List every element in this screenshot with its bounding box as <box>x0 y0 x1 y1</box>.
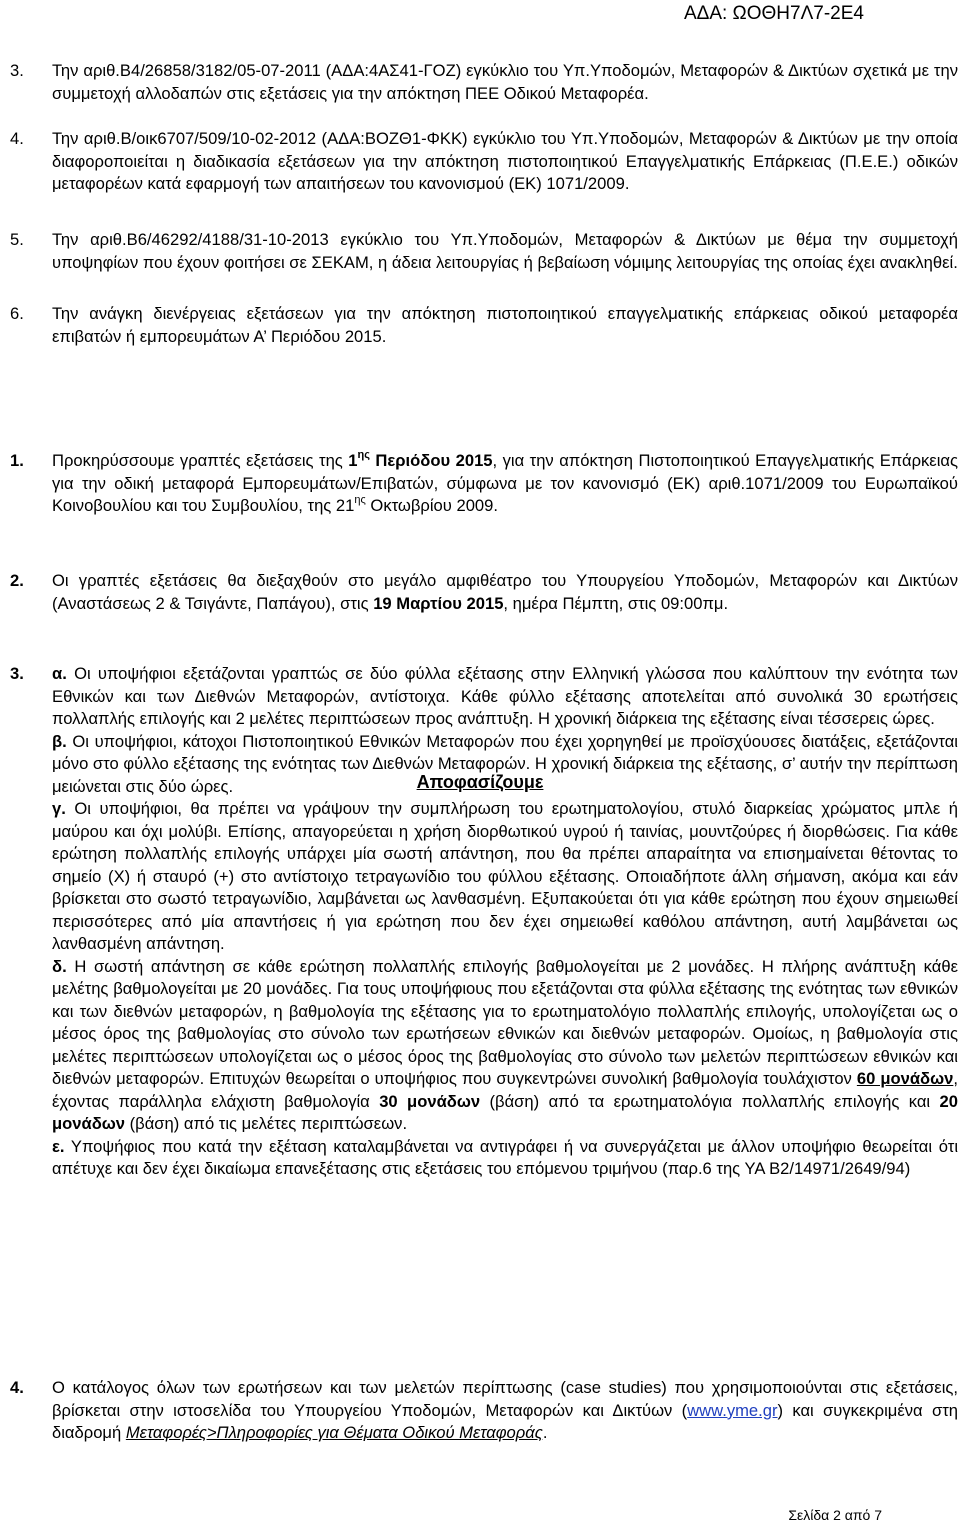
consideration-6 <box>10 303 958 348</box>
item-text: Προκηρύσσουμε γραπτές εξετάσεις της $1^{\eta\varsigma}$ Περιόδου 2015, για την απόκτηση Πιστοποιητικού Επαγγελματικής Επάρκειας για την οδική μεταφορά Εμπορευμάτων/Επιβατών, σύμφωνα με τον κανονισμό (ΕΚ) αριθ.1071/2009 του Ευρωπαϊκού Κοινοβουλίου και του Συμβουλίου, της $21^{\eta\varsigma}$ Οκτωβρίου 2009. <box>52 449 958 515</box>
subitem-a: α. Οι υποψήφιοι εξετάζονται γραπτώς σε δύο φύλλα εξέτασης στην Ελληνική γλώσσα που καλύπτουν την ενότητα των Εθνικών και των Διεθνών Μεταφορών, αντίστοιχα. Κάθε φύλλο εξέτασης αποτελείται από συνολικά 30 ερωτήσεις πολλαπλής επιλογής και 2 μελέτες περιπτώσεων προς ανάπτυξη. Η χρονική διάρκεια της εξέτασης είναι τέσσερεις ώρες. <box>52 664 958 728</box>
subitem-e: ε. Υποψήφιος που κατά την εξέταση καταλαμβάνεται να αντιγράφει ή να συνεργάζεται με άλλον υποψήφιο θεωρείται ότι απέτυχε και δεν έχει δικαίωμα επανεξέτασης στις εξετάσεις του επόμενου τριμήνου (παρ.6 της ΥΑ Β2/14971/2649/94) <box>52 1136 959 1178</box>
item-number: 1. <box>10 451 24 470</box>
item-text: Οι γραπτές εξετάσεις θα διεξαχθούν στο μεγάλο αμφιθέατρο του Υπουργείου Υποδομών, Μεταφορών και Δικτύων (Αναστάσεως 2 & Τσιγάντε, Παπάγου), στις 19 Μαρτίου 2015, ημέρα Πέμπτη, στις 09:00πμ. <box>52 571 958 613</box>
item-number: 4. <box>10 1378 24 1397</box>
item-number: 3. <box>10 664 24 683</box>
consideration-5 <box>10 229 958 274</box>
decision-item-1 <box>10 450 958 518</box>
subitem-b: β. Οι υποψήφιοι, κάτοχοι Πιστοποιητικού Εθνικών Μεταφορών που έχει χορηγηθεί με προϊσχύουσες διατάξεις, εξετάζονται μόνο στο φύλλο εξέτασης της ενότητας των Διεθνών Μεταφορών. Η χρονική διάρκεια της εξέτασης, σ’ αυτήν την περίπτωση μειώνεται στις δύο ώρες. <box>52 731 958 796</box>
item-number: 5. <box>10 230 24 249</box>
decision-item-3 <box>10 663 958 1181</box>
item-text: Ο κατάλογος όλων των ερωτήσεων και των μελετών περίπτωσης (case studies) που χρησιμοποιούνται στις εξετάσεις, βρίσκεται στην ιστοσελίδα του Υπουργείου Υποδομών, Μεταφορών και Δικτύων (www.yme.gr) και συγκεκριμένα στη διαδρομή Μεταφορές>Πληροφορίες για Θέματα Οδικού Μεταφοράς. <box>52 1378 958 1442</box>
decision-item-4 <box>10 1377 958 1445</box>
subitem-c: γ. Οι υποψήφιοι, θα πρέπει να γράψουν την συμπλήρωση του ερωτηματολογίου, στυλό διαρκείας χρώματος μπλε ή μαύρου και όχι μολύβι. Επίσης, απαγορεύεται η χρήση διορθωτικού υγρού ή ταινίας, μουντζούρες ή διορθώσεις. Για κάθε ερώτηση πολλαπλής επιλογής υπάρχει μία σωστή απάντηση, που θα πρέπει απαραίτητα να επισημαίνεται θέτοντας το σημείο (Χ) ή σταυρό (+) στο αντίστοιχο τετραγωνίδιο του φύλλου εξέτασης. Οποιαδήποτε άλλη σήμανση, ακόμα και εάν βρίσκεται στο σωστό τετραγωνίδιο, λαμβάνεται ως λανθασμένη. Εξυπακούεται ότι για κάθε ερώτηση που έχουν σημειωθεί περισσότερες από μία απαντήσεις ή για ερώτηση που δεν έχει σημειωθεί καθόλου απάντηση, αυτή λαμβάνεται ως λανθασμένη απάντηση. <box>52 799 958 953</box>
consideration-text: Την αριθ.Β4/26858/3182/05-07-2011 (ΑΔΑ:4ΑΣ41-ΓΟΖ) εγκύκλιο του Υπ.Υποδομών, Μεταφορών & Δικτύων σχετικά με την συμμετοχή αλλοδαπών στις εξετάσεις για την απόκτηση ΠΕΕ Οδικού Μεταφορέα. <box>52 61 958 103</box>
consideration-text: Την αριθ.Β/οικ6707/509/10-02-2012 (ΑΔΑ:ΒΟΖΘ1-ΦΚΚ) εγκύκλιο του Υπ.Υποδομών, Μεταφορών & Δικτύων με την οποία διαφοροποιείται η διαδικασία εξετάσεων για την απόκτηση πιστοποιητικού Επαγγελματικής Επάρκειας (Π.Ε.Ε.) οδικών μεταφορέων κατά εφαρμογή των απαιτήσεων του κανονισμού (ΕΚ) 1071/2009. <box>52 129 958 193</box>
consideration-text: Την ανάγκη διενέργειας εξετάσεων για την απόκτηση πιστοποιητικού επαγγελματικής επάρκειας οδικού μεταφορέα επιβατών ή εμπορευμάτων Α’ Περιόδου 2015. <box>52 304 958 346</box>
subitem-d: δ. Η σωστή απάντηση σε κάθε ερώτηση πολλαπλής επιλογής βαθμολογείται με 2 μονάδες. Η πλήρης ανάπτυξη κάθε μελέτης βαθμολογείται με 20 μονάδες. Για τους υποψήφιους που εξετάζονται στα φύλλα εξέτασης της ενότητας των εθνικών και των διεθνών μεταφορών, η βαθμολογία της εξέτασης για το ερωτηματολόγιο πολλαπλής επιλογής, υπολογίζεται ως ο μέσος όρος της βαθμολογίας στο σύνολο των ερωτήσεων εθνικών και διεθνών μεταφορών. Ομοίως, η βαθμολογία στις μελέτες περιπτώσεων υπολογίζεται ως ο μέσος όρος της βαθμολογίας στο σύνολο των μελετών περιπτώσεων εθνικών και διεθνών μεταφορών. Επιτυχών θεωρείται ο υποψήφιος που συγκεντρώνει συνολική βαθμολογία τουλάχιστον 60 μονάδων, έχοντας παράλληλα ελάχιστη βαθμολογία 30 μονάδων (βάση) από τα ερωτηματολόγια πολλαπλής επιλογής και 20 μονάδων (βάση) από τις μελέτες περιπτώσεων. <box>52 956 958 1133</box>
item-number: 3. <box>10 61 24 80</box>
yme-link[interactable]: www.yme.gr <box>687 1400 778 1420</box>
page-number: Σελίδα 2 από 7 <box>788 1507 882 1523</box>
decision-heading: Αποφασίζουμε <box>416 772 544 792</box>
item-number: 6. <box>10 304 24 323</box>
item-number: 4. <box>10 129 24 148</box>
ada-code: ΑΔΑ: ΩΟΘΗ7Λ7-2Ε4 <box>683 3 864 24</box>
item-number: 2. <box>10 571 24 590</box>
consideration-3 <box>10 60 958 105</box>
decision-item-2 <box>10 570 958 615</box>
consideration-text: Την αριθ.Β6/46292/4188/31-10-2013 εγκύκλιο του Υπ.Υποδομών, Μεταφορών & Δικτύων με θέμα την συμμετοχή υποψηφίων που έχουν φοιτήσει σε ΣΕΚΑΜ, η άδεια λειτουργίας ή βεβαίωση νόμιμης λειτουργίας της οποίας έχει ανακληθεί. <box>52 230 958 272</box>
item-text <box>52 663 958 1181</box>
site-path: Μεταφορές>Πληροφορίες για Θέματα Οδικού Μεταφοράς <box>125 1423 543 1442</box>
consideration-4 <box>10 128 958 196</box>
